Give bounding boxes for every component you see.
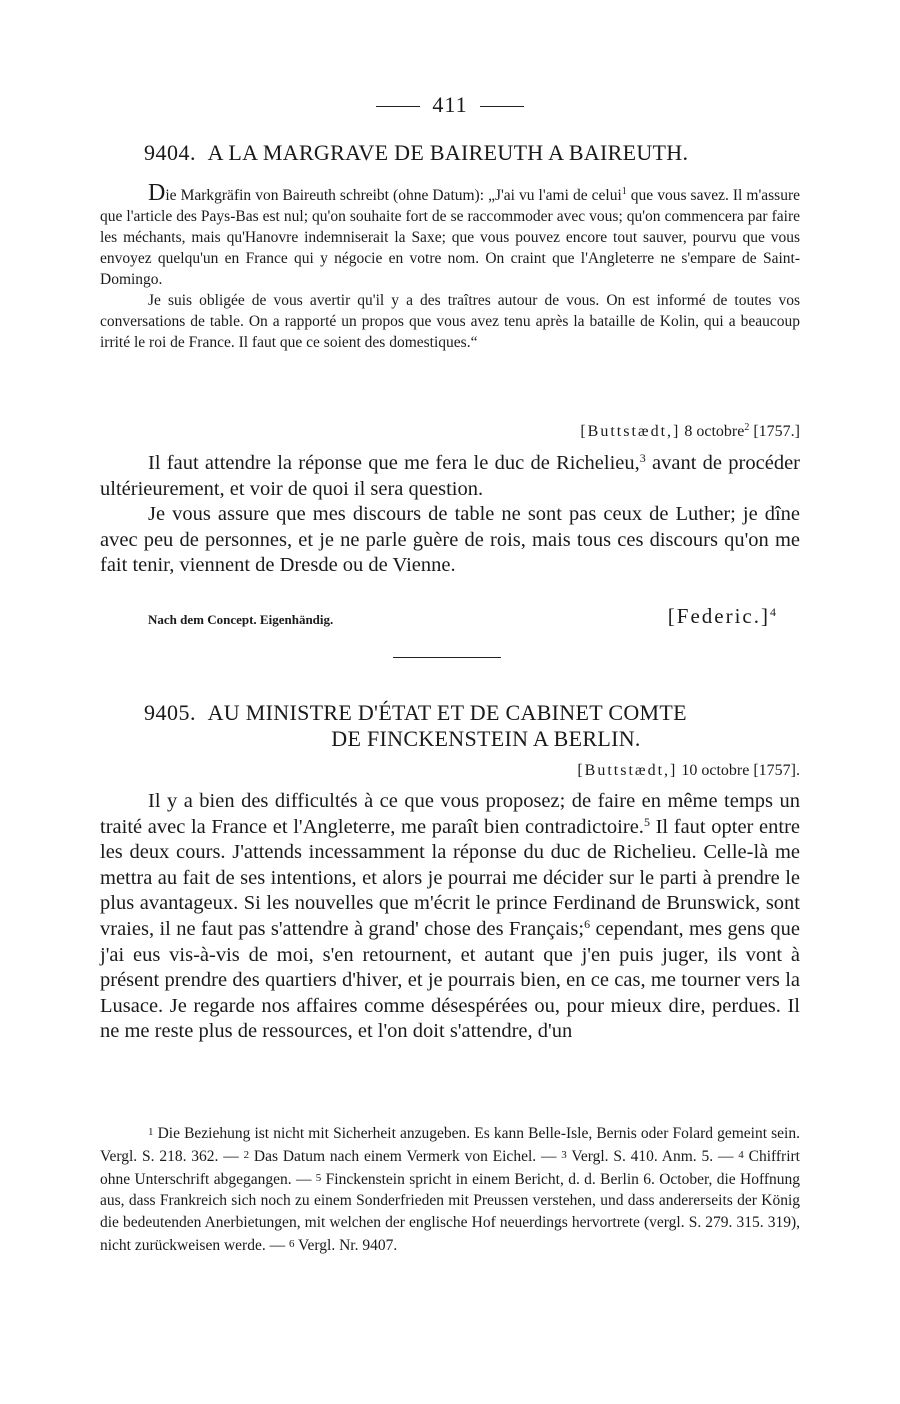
doc1-body [100,451,800,579]
section-divider [393,657,501,658]
doc2-body [100,789,800,1045]
fn-num-2: 2 [243,1148,250,1161]
doc2-number: 9405. [144,700,196,725]
footnote-ref-1: 1 [621,186,627,197]
doc2-date-place: [Buttstædt,] [577,762,678,779]
doc1-para2: Je vous assure que mes discours de table ne sont pas ceux de Luther; je dîne avec peu de personnes, et je ne parle guère de rois, mais tous ces discours qu'on me fait tenir, viennent de Dresde ou de Vienne. [100,503,800,577]
doc2-para1-b: Il faut opter entre les deux cours. J'attends incessamment la réponse du duc de Richelieu. Celle-là me mettra au fait de ses intentions, et alors je pourrai me décider sur le parti à prendre le plus avantageux. Si les nouvelles que m'écrit le prince Ferdinand de Brunswick, sont vraies, il ne faut pas s'attendre à grand' chose des Français; [100,815,800,940]
doc1-dateline [580,423,800,441]
intro-text-cont: que vous savez. Il m'assure que l'article des Pays-Bas est nul; qu'on souhaite fort de se raccommoder avec vous; qu'on commencera par faire les méchants, mais qu'Hanovre indemniserait la Saxe; que vous pouvez encore tout sauver, pourvu que vous envoyez quelqu'un en France qui y négocie en votre nom. On craint que l'Angleterre ne s'empare de Saint-Domingo. [100,187,800,288]
fn-text-6: Vergl. Nr. 9407. [294,1236,398,1254]
footnote-ref-6: 6 [584,916,591,931]
folio-dash-right [480,106,524,107]
fn-text-3: Vergl. S. 410. Anm. 5. — [566,1147,739,1165]
fn-num-4: 4 [738,1148,744,1161]
footnote-ref-5: 5 [643,814,650,829]
doc2-dateline [577,762,800,780]
fn-text-2: Das Datum nach einem Vermerk von Eichel. — [249,1147,562,1165]
signature-text: [Federic.] [667,604,770,628]
doc1-title: A LA MARGRAVE DE BAIREUTH A BAIREUTH. [207,140,689,165]
fn-text-1: Die Beziehung ist nicht mit Sicherheit anzugeben. Es kann Belle-Isle, Bernis oder Folard gemeint sein. Vergl. S. 218. 362. — [100,1125,800,1165]
doc2-title-line2: DE FINCKENSTEIN A BERLIN. [331,726,641,751]
source-note: Nach dem Concept. Eigenhändig. [148,612,334,627]
dropcap: D [148,180,166,206]
intro-text-start: ie Markgräfin von Baireuth schreibt (ohne Datum): „J'ai vu l'ami de celui [165,187,622,204]
doc1-para1-a: Il faut attendre la réponse que me fera le duc de Richelieu, [148,452,640,474]
doc1-para1 [100,451,800,502]
fn-num-5: 5 [315,1171,322,1184]
fn-text-5: Finckenstein spricht in einem Bericht, d. d. Berlin 6. October, die Hoffnung aus, dass Frankreich sich noch zu einem Sonderfrieden mit Preussen verstehen, und dass andererseits der König die bedeutenden Anerbietungen, mit welchen der englische Hof neuerdings hervortrete (vergl. S. 279. 315. 319), nicht zurückweisen werde. — [100,1170,800,1254]
footnote-ref-3: 3 [639,451,646,465]
folio-dash-left [376,106,420,107]
footnote-ref-4: 4 [770,605,778,619]
doc1-date-day: 8 octobre [680,423,745,440]
doc2-heading [100,700,800,752]
doc1-intro [100,180,800,353]
fn-num-6: 6 [288,1237,295,1250]
doc1-para1-b: avant de procéder ultérieurement, et voir de quoi il sera question. [100,452,800,500]
doc2-para1 [100,789,800,1045]
doc2-title-line1: AU MINISTRE D'ÉTAT ET DE CABINET COMTE [207,700,687,725]
doc1-intro-para2: Je suis obligée de vous avertir qu'il y a des traîtres autour de vous. On est informé de toutes vos conversations de table. On a rapporté un propos que vous avez tenu après la bataille de Kolin, qui a beaucoup irrité le roi de France. Il faut que ce soient des domestiques.“ [100,292,800,351]
footnotes [100,1122,800,1257]
footnote-ref-2: 2 [744,422,750,433]
doc1-number: 9404. [144,140,196,165]
footnotes-block [100,1122,800,1257]
folio-text: 411 [432,92,468,117]
fn-text-4: Chiffrirt ohne Unterschrift abgegangen. — [100,1147,800,1188]
doc1-date-year: [1757.] [749,423,800,440]
fn-num-3: 3 [561,1148,567,1161]
page-number [0,92,900,118]
doc1-intro-para1 [100,180,800,290]
doc2-para1-a: Il y a bien des difficultés à ce que vous proposez; de faire en même temps un traité avec la France et l'Angleterre, me paraît bien contradictoire. [100,790,800,838]
fn-num-1: 1 [148,1126,154,1138]
doc2-date-rest: 10 octobre [1757]. [677,762,800,779]
doc2-para1-c: cependant, mes gens que j'ai eus vis-à-vis de moi, s'en retournent, et autant que j'en puis juger, ils vont à présent prendre des quartiers d'hiver, et je pourrais bien, en ce cas, me tourner vers la Lusace. Je regarde nos affaires comme désespérées ou, pour mieux dire, perdues. Il ne me reste plus de ressources, et l'on doit s'attendre, d'un [100,917,800,1043]
doc1-heading [100,140,800,166]
doc1-date-place: [Buttstædt,] [580,423,681,440]
signature [668,604,778,629]
